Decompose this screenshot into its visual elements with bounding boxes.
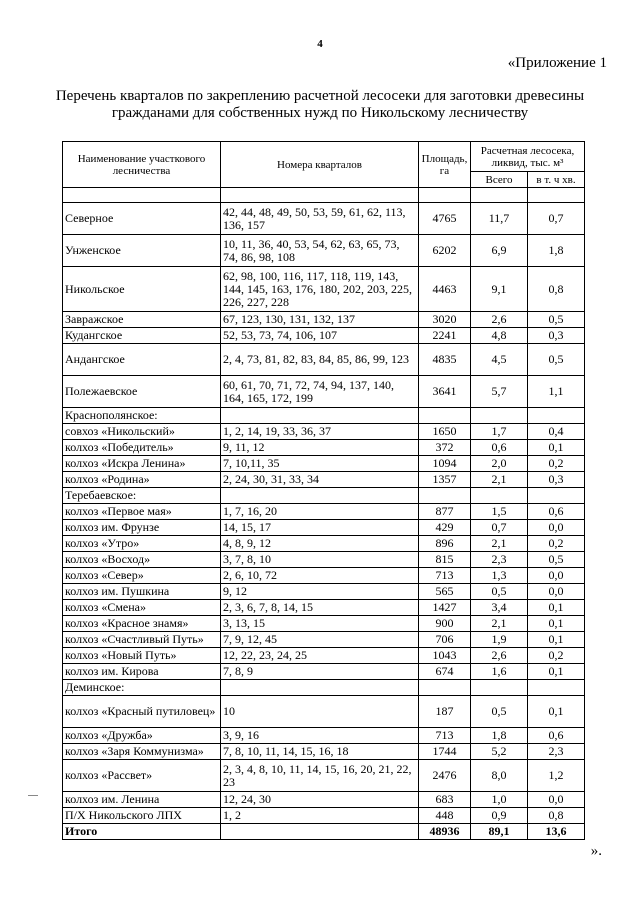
row-name: Деминское:: [63, 680, 221, 696]
total-area: 48936: [419, 824, 471, 840]
row-total: 6,9: [471, 235, 528, 267]
row-name: колхоз «Новый Путь»: [63, 648, 221, 664]
row-total: 2,1: [471, 616, 528, 632]
row-name: Теребаевское:: [63, 488, 221, 504]
row-quarters: 67, 123, 130, 131, 132, 137: [221, 312, 419, 328]
row-total: 4,8: [471, 328, 528, 344]
table-row: [63, 648, 585, 664]
row-name: колхоз им. Пушкина: [63, 584, 221, 600]
row-total: 0,5: [471, 696, 528, 728]
row-area: 674: [419, 664, 471, 680]
row-area: 187: [419, 696, 471, 728]
row-hardwood: 1,1: [528, 376, 585, 408]
row-total: 5,2: [471, 744, 528, 760]
row-hardwood: 0,3: [528, 472, 585, 488]
row-hardwood: 0,5: [528, 312, 585, 328]
header-quarters: Номера кварталов: [221, 142, 419, 188]
table-body: [63, 203, 585, 840]
row-quarters: 10, 11, 36, 40, 53, 54, 62, 63, 65, 73, 74, 86, 98, 108: [221, 235, 419, 267]
row-quarters: 4, 8, 9, 12: [221, 536, 419, 552]
spacer-row: [63, 188, 585, 203]
row-total: 9,1: [471, 267, 528, 312]
row-total: [471, 488, 528, 504]
row-quarters: 2, 3, 4, 8, 10, 11, 14, 15, 16, 20, 21, 22, 23: [221, 760, 419, 792]
row-name: Завражское: [63, 312, 221, 328]
row-quarters: 42, 44, 48, 49, 50, 53, 59, 61, 62, 113, 136, 157: [221, 203, 419, 235]
row-total: 4,5: [471, 344, 528, 376]
row-area: 3641: [419, 376, 471, 408]
total-hardwood: 13,6: [528, 824, 585, 840]
row-quarters: 7, 8, 9: [221, 664, 419, 680]
table-row: [63, 376, 585, 408]
table-row: [63, 760, 585, 792]
total-felling: 89,1: [471, 824, 528, 840]
row-name: колхоз «Утро»: [63, 536, 221, 552]
row-area: 1043: [419, 648, 471, 664]
row-name: колхоз им. Фрунзе: [63, 520, 221, 536]
row-name: колхоз «Искра Ленина»: [63, 456, 221, 472]
row-quarters: 3, 13, 15: [221, 616, 419, 632]
row-name: колхоз им. Ленина: [63, 792, 221, 808]
row-hardwood: [528, 680, 585, 696]
row-name: колхоз им. Кирова: [63, 664, 221, 680]
row-total: 1,7: [471, 424, 528, 440]
end-mark: ».: [590, 843, 602, 859]
table-row: [63, 696, 585, 728]
row-hardwood: 1,2: [528, 760, 585, 792]
row-total: 2,1: [471, 536, 528, 552]
row-quarters: 7, 9, 12, 45: [221, 632, 419, 648]
row-area: 1744: [419, 744, 471, 760]
row-total: 1,6: [471, 664, 528, 680]
table-row: [63, 408, 585, 424]
row-name: колхоз «Дружба»: [63, 728, 221, 744]
row-total: 2,6: [471, 312, 528, 328]
row-hardwood: 0,2: [528, 456, 585, 472]
header-area: Площадь, га: [419, 142, 471, 188]
page-number: 4: [317, 38, 323, 50]
row-name: П/Х Никольского ЛПХ: [63, 808, 221, 824]
header-name: Наименование участкового лесничества: [63, 142, 221, 188]
row-area: 713: [419, 568, 471, 584]
table-row: [63, 808, 585, 824]
row-area: 683: [419, 792, 471, 808]
quarters-table: [62, 141, 585, 840]
row-total: 1,5: [471, 504, 528, 520]
row-hardwood: 0,1: [528, 440, 585, 456]
table-row: [63, 616, 585, 632]
header-total: Всего: [471, 172, 528, 188]
table-row: [63, 267, 585, 312]
table-row: [63, 600, 585, 616]
row-area: 1094: [419, 456, 471, 472]
row-area: 565: [419, 584, 471, 600]
row-quarters: 2, 24, 30, 31, 33, 34: [221, 472, 419, 488]
table-row: [63, 488, 585, 504]
row-hardwood: 0,8: [528, 808, 585, 824]
table-row: [63, 203, 585, 235]
table-row: [63, 440, 585, 456]
row-hardwood: 0,8: [528, 267, 585, 312]
row-hardwood: 0,2: [528, 536, 585, 552]
row-name: колхоз «Победитель»: [63, 440, 221, 456]
table-row: [63, 728, 585, 744]
row-quarters: [221, 488, 419, 504]
table-row: [63, 472, 585, 488]
row-quarters: 2, 3, 6, 7, 8, 14, 15: [221, 600, 419, 616]
row-quarters: 7, 10,11, 35: [221, 456, 419, 472]
row-hardwood: 0,1: [528, 664, 585, 680]
table-row: [63, 328, 585, 344]
row-hardwood: 0,0: [528, 584, 585, 600]
row-area: 429: [419, 520, 471, 536]
table-row: [63, 520, 585, 536]
header-hardwood: в т. ч хв.: [528, 172, 585, 188]
row-total: 0,7: [471, 520, 528, 536]
row-name: колхоз «Заря Коммунизма»: [63, 744, 221, 760]
table-row: [63, 456, 585, 472]
row-total: 1,0: [471, 792, 528, 808]
row-hardwood: 0,4: [528, 424, 585, 440]
row-total: 11,7: [471, 203, 528, 235]
margin-mark: [28, 795, 38, 796]
table-row: [63, 504, 585, 520]
row-name: колхоз «Смена»: [63, 600, 221, 616]
row-area: 372: [419, 440, 471, 456]
row-area: [419, 408, 471, 424]
total-row: [63, 824, 585, 840]
row-name: Северное: [63, 203, 221, 235]
row-area: 4835: [419, 344, 471, 376]
row-total: 1,3: [471, 568, 528, 584]
row-hardwood: [528, 408, 585, 424]
row-quarters: 10: [221, 696, 419, 728]
row-area: [419, 680, 471, 696]
table-row: [63, 632, 585, 648]
row-name: совхоз «Никольский»: [63, 424, 221, 440]
row-total: 3,4: [471, 600, 528, 616]
row-area: 3020: [419, 312, 471, 328]
row-area: 900: [419, 616, 471, 632]
total-label: Итого: [63, 824, 221, 840]
row-quarters: 62, 98, 100, 116, 117, 118, 119, 143, 144, 145, 163, 176, 180, 202, 203, 225, 226, 227, 228: [221, 267, 419, 312]
row-hardwood: 0,1: [528, 616, 585, 632]
row-area: 1357: [419, 472, 471, 488]
row-area: 448: [419, 808, 471, 824]
row-hardwood: [528, 488, 585, 504]
row-quarters: 3, 9, 16: [221, 728, 419, 744]
row-total: 2,0: [471, 456, 528, 472]
row-total: 2,1: [471, 472, 528, 488]
row-hardwood: 0,6: [528, 504, 585, 520]
row-hardwood: 0,1: [528, 600, 585, 616]
row-quarters: 7, 8, 10, 11, 14, 15, 16, 18: [221, 744, 419, 760]
document-title: Перечень кварталов по закреплению расчетной лесосеки для заготовки древесины гражданами для собственных нужд по Никольскому лесничеству: [55, 88, 585, 121]
row-name: Никольское: [63, 267, 221, 312]
row-quarters: 1, 2: [221, 808, 419, 824]
row-hardwood: 0,5: [528, 552, 585, 568]
row-name: Краснополянское:: [63, 408, 221, 424]
row-area: [419, 488, 471, 504]
table-row: [63, 536, 585, 552]
table-row: [63, 680, 585, 696]
table-row: [63, 552, 585, 568]
row-total: [471, 408, 528, 424]
row-hardwood: 1,8: [528, 235, 585, 267]
row-area: 2241: [419, 328, 471, 344]
table-row: [63, 744, 585, 760]
row-name: колхоз «Восход»: [63, 552, 221, 568]
row-quarters: 14, 15, 17: [221, 520, 419, 536]
row-hardwood: 2,3: [528, 744, 585, 760]
table-row: [63, 568, 585, 584]
row-area: 713: [419, 728, 471, 744]
row-total: 1,9: [471, 632, 528, 648]
table-row: [63, 312, 585, 328]
row-quarters: 52, 53, 73, 74, 106, 107: [221, 328, 419, 344]
row-area: 6202: [419, 235, 471, 267]
appendix-label: «Приложение 1: [507, 55, 607, 71]
row-total: 0,6: [471, 440, 528, 456]
row-quarters: 3, 7, 8, 10: [221, 552, 419, 568]
row-area: 896: [419, 536, 471, 552]
row-area: 4463: [419, 267, 471, 312]
row-name: колхоз «Счастливый Путь»: [63, 632, 221, 648]
row-name: колхоз «Красное знамя»: [63, 616, 221, 632]
row-hardwood: 0,6: [528, 728, 585, 744]
row-hardwood: 0,3: [528, 328, 585, 344]
row-quarters: 1, 2, 14, 19, 33, 36, 37: [221, 424, 419, 440]
table-row: [63, 584, 585, 600]
table-row: [63, 792, 585, 808]
row-hardwood: 0,7: [528, 203, 585, 235]
row-name: колхоз «Красный путиловец»: [63, 696, 221, 728]
row-hardwood: 0,1: [528, 632, 585, 648]
row-name: Унженское: [63, 235, 221, 267]
row-total: 5,7: [471, 376, 528, 408]
row-name: колхоз «Север»: [63, 568, 221, 584]
table-row: [63, 664, 585, 680]
row-name: колхоз «Родина»: [63, 472, 221, 488]
row-quarters: [221, 680, 419, 696]
row-quarters: 12, 24, 30: [221, 792, 419, 808]
row-area: 4765: [419, 203, 471, 235]
row-total: 0,9: [471, 808, 528, 824]
row-name: Кудангское: [63, 328, 221, 344]
row-quarters: 1, 7, 16, 20: [221, 504, 419, 520]
row-hardwood: 0,5: [528, 344, 585, 376]
row-area: 1427: [419, 600, 471, 616]
table-row: [63, 344, 585, 376]
row-name: колхоз «Рассвет»: [63, 760, 221, 792]
row-total: 2,6: [471, 648, 528, 664]
row-area: 706: [419, 632, 471, 648]
row-total: [471, 680, 528, 696]
row-area: 1650: [419, 424, 471, 440]
header-felling: Расчетная лесосека, ликвид, тыс. м³: [471, 142, 585, 172]
row-total: 2,3: [471, 552, 528, 568]
row-quarters: 60, 61, 70, 71, 72, 74, 94, 137, 140, 164, 165, 172, 199: [221, 376, 419, 408]
row-quarters: 2, 4, 73, 81, 82, 83, 84, 85, 86, 99, 123: [221, 344, 419, 376]
row-hardwood: 0,0: [528, 568, 585, 584]
row-name: колхоз «Первое мая»: [63, 504, 221, 520]
row-hardwood: 0,2: [528, 648, 585, 664]
row-quarters: 2, 6, 10, 72: [221, 568, 419, 584]
row-area: 2476: [419, 760, 471, 792]
row-hardwood: 0,1: [528, 696, 585, 728]
table-row: [63, 235, 585, 267]
row-quarters: [221, 408, 419, 424]
row-total: 8,0: [471, 760, 528, 792]
row-hardwood: 0,0: [528, 792, 585, 808]
row-area: 877: [419, 504, 471, 520]
row-name: Андангское: [63, 344, 221, 376]
row-quarters: 9, 12: [221, 584, 419, 600]
table-row: [63, 424, 585, 440]
row-hardwood: 0,0: [528, 520, 585, 536]
row-total: 0,5: [471, 584, 528, 600]
row-quarters: 12, 22, 23, 24, 25: [221, 648, 419, 664]
total-quarters: [221, 824, 419, 840]
row-name: Полежаевское: [63, 376, 221, 408]
row-area: 815: [419, 552, 471, 568]
row-total: 1,8: [471, 728, 528, 744]
row-quarters: 9, 11, 12: [221, 440, 419, 456]
